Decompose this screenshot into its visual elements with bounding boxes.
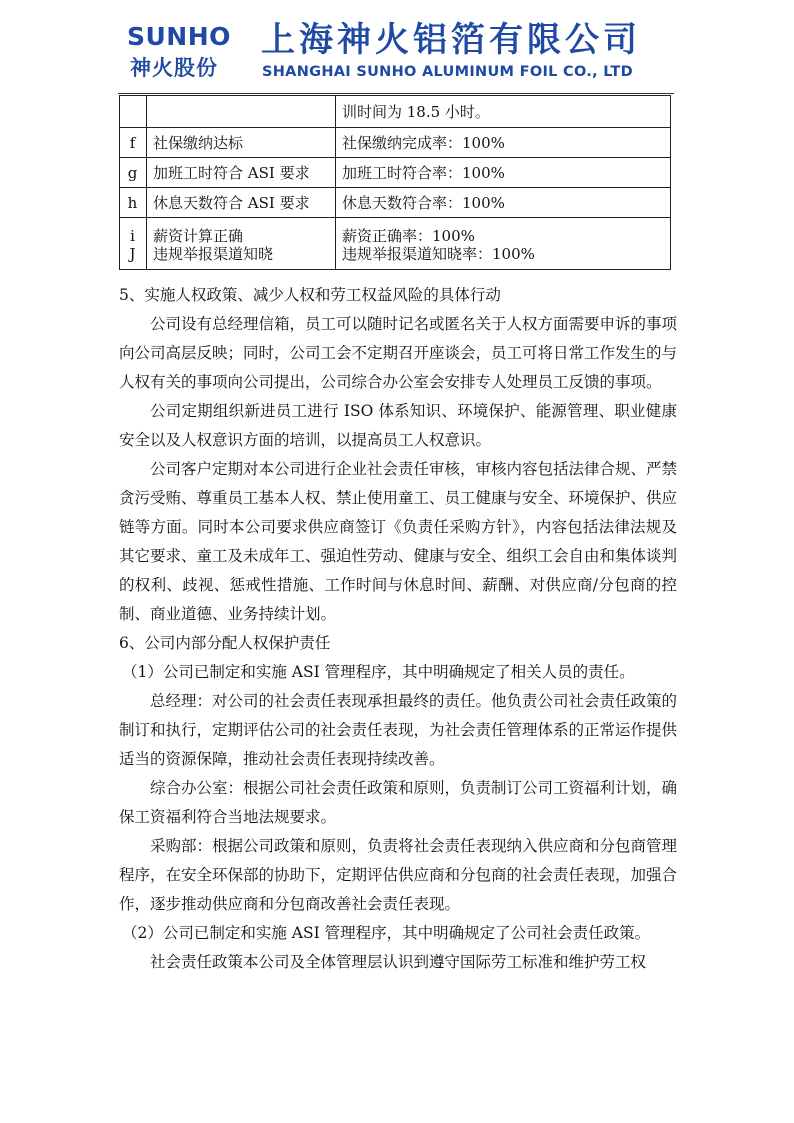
section-heading: 5、实施人权政策、减少人权和劳工权益风险的具体行动 (119, 286, 501, 304)
paragraph: 公司定期组织新进员工进行 ISO 体系知识、环境保护、能源管理、职业健康安全以及人权意识方面的培训，以提高员工人权意识。 (119, 402, 677, 449)
row-target: 休息天数符合率：100% (336, 188, 671, 218)
table-row (120, 245, 671, 270)
paragraph: 社会责任政策本公司及全体管理层认识到遵守国际劳工标准和维护劳工权 (150, 953, 647, 971)
row-target: 违规举报渠道知晓率：100% (336, 245, 671, 270)
row-item (147, 96, 336, 128)
table-row (120, 218, 671, 246)
row-id: g (120, 158, 147, 188)
row-id: f (120, 128, 147, 158)
subsection-heading: （1）公司已制定和实施 ASI 管理程序，其中明确规定了相关人员的责任。 (122, 663, 635, 681)
row-item: 违规举报渠道知晓 (147, 245, 336, 270)
company-name-english: SHANGHAI SUNHO ALUMINUM FOIL CO., LTD (262, 64, 633, 80)
header-divider (118, 93, 674, 94)
row-target: 加班工时符合率：100% (336, 158, 671, 188)
paragraph: 总经理：对公司的社会责任表现承担最终的责任。他负责公司社会责任政策的制订和执行，定期评估公司的社会责任表现，为社会责任管理体系的正常运作提供适当的资源保障，推动社会责任表现持续改善。 (119, 692, 678, 768)
letterhead (0, 0, 794, 95)
row-target: 社保缴纳完成率：100% (336, 128, 671, 158)
row-target: 薪资正确率：100% (336, 218, 671, 246)
row-id: i (120, 218, 147, 246)
row-item: 休息天数符合 ASI 要求 (147, 188, 336, 218)
logo-wordmark: SUNHO (127, 22, 231, 51)
paragraph: 综合办公室：根据公司社会责任政策和原则，负责制订公司工资福利计划，确保工资福利符合当地法规要求。 (119, 779, 678, 826)
table-row (120, 158, 671, 188)
paragraph: 公司客户定期对本公司进行企业社会责任审核，审核内容包括法律合规、严禁贪污受贿、尊重员工基本人权、禁止使用童工、员工健康与安全、环境保护、供应链等方面。同时本公司要求供应商签订《负责任采购方针》，内容包括法律法规及其它要求、童工及未成年工、强迫性劳动、健康与安全、组织工会自由和集体谈判的权利、歧视、惩戒性措施、工作时间与休息时间、薪酬、对供应商/分包商的控制、商业道德、业务持续计划。 (119, 460, 678, 623)
row-item: 薪资计算正确 (147, 218, 336, 246)
company-name-chinese: 上海神火铝箔有限公司 (261, 20, 641, 60)
section-heading: 6、公司内部分配人权保护责任 (119, 634, 331, 652)
row-target: 训时间为 18.5 小时。 (336, 96, 671, 128)
paragraph: 公司设有总经理信箱，员工可以随时记名或匿名关于人权方面需要申诉的事项向公司高层反映；同时，公司工会不定期召开座谈会，员工可将日常工作发生的与人权有关的事项向公司提出，公司综合办公室会安排专人处理员工反馈的事项。 (119, 315, 678, 391)
document-body (119, 281, 677, 977)
row-id (120, 96, 147, 128)
targets-table (119, 95, 671, 270)
table-row (120, 128, 671, 158)
logo-chinese-name: 神火股份 (130, 56, 218, 80)
paragraph: 采购部：根据公司政策和原则，负责将社会责任表现纳入供应商和分包商管理程序，在安全环保部的协助下，定期评估供应商和分包商的社会责任表现，加强合作，逐步推动供应商和分包商改善社会责任表现。 (119, 837, 678, 913)
row-item: 加班工时符合 ASI 要求 (147, 158, 336, 188)
table-row (120, 188, 671, 218)
row-id: J (120, 245, 147, 270)
row-item: 社保缴纳达标 (147, 128, 336, 158)
subsection-heading: （2）公司已制定和实施 ASI 管理程序，其中明确规定了公司社会责任政策。 (122, 924, 651, 942)
table-row (120, 96, 671, 128)
row-id: h (120, 188, 147, 218)
